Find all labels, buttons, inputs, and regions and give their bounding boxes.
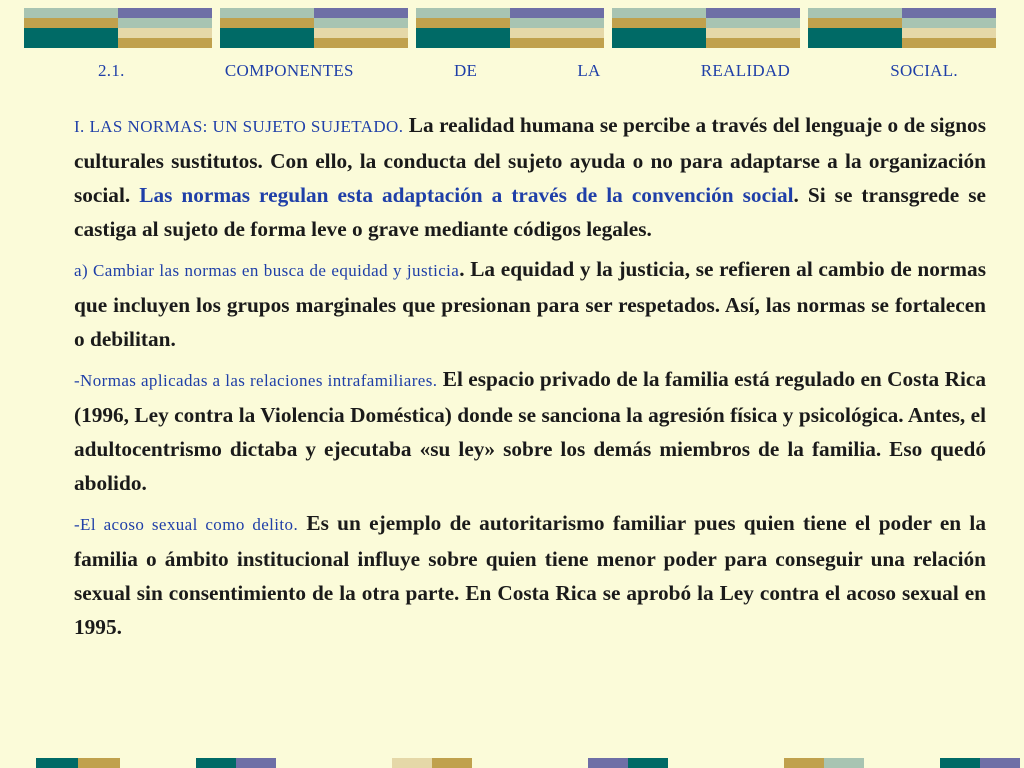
title-word: COMPONENTES bbox=[224, 61, 354, 80]
section-heading: a) Cambiar las normas en busca de equidad y justicia bbox=[74, 261, 460, 280]
title-word: 2.1. bbox=[98, 61, 125, 80]
paragraph-acoso bbox=[74, 506, 986, 644]
deco-pattern-block bbox=[808, 8, 996, 48]
paragraph-text: Es un ejemplo de autoritarismo familiar pues quien tiene el poder en la familia o ámbito institucional influye sobre quien tiene menor poder para conseguir una relación sexual sin consentimiento de la otra parte. En Costa Rica se aprobó la Ley contra el acoso sexual en 1995. bbox=[74, 511, 987, 639]
bottom-decoration bbox=[0, 758, 1024, 768]
deco-pattern-block bbox=[416, 8, 604, 48]
title-word: REALIDAD bbox=[700, 61, 791, 80]
paragraph-text: . La equidad y la justicia, se refieren al cambio de normas que incluyen los grupos marginales que presionan para ser respetados. Así, las normas se fortalecen o debilitan. bbox=[74, 257, 986, 351]
title-word: LA bbox=[577, 61, 601, 80]
highlighted-text: Las normas regulan esta adaptación a través de la convención social bbox=[139, 183, 794, 207]
paragraph-text: . Si se transgrede se castiga al sujeto de forma leve o grave mediante códigos legales. bbox=[74, 183, 986, 241]
deco-pattern-block bbox=[612, 8, 800, 48]
deco-pattern-block bbox=[220, 8, 408, 48]
paragraph-text: El espacio privado de la familia está regulado en Costa Rica (1996, Ley contra la Violencia Doméstica) donde se sanciona la agresión física y psicológica. Antes, el adultocentrismo dictaba y ejecutaba «su ley» sobre los demás miembros de la familia. Eso quedó abolido. bbox=[74, 367, 986, 495]
paragraph-normas bbox=[74, 108, 986, 246]
slide-body bbox=[74, 108, 986, 650]
paragraph-text: La realidad humana se percibe a través del lenguaje o de signos culturales sustitutos. Con ello, la conducta del sujeto ayuda o no para adaptarse a la organización social. bbox=[74, 113, 986, 207]
slide-title bbox=[98, 61, 958, 81]
top-decoration bbox=[0, 8, 1024, 48]
title-word: DE bbox=[453, 61, 478, 80]
paragraph-equidad bbox=[74, 252, 986, 356]
section-heading: -Normas aplicadas a las relaciones intrafamiliares. bbox=[74, 371, 438, 390]
section-heading: -El acoso sexual como delito. bbox=[74, 515, 299, 534]
deco-pattern-block bbox=[24, 8, 212, 48]
section-heading: I. LAS NORMAS: UN SUJETO SUJETADO. bbox=[74, 117, 404, 136]
paragraph-intrafamiliares bbox=[74, 362, 986, 500]
title-word: SOCIAL. bbox=[890, 61, 958, 80]
